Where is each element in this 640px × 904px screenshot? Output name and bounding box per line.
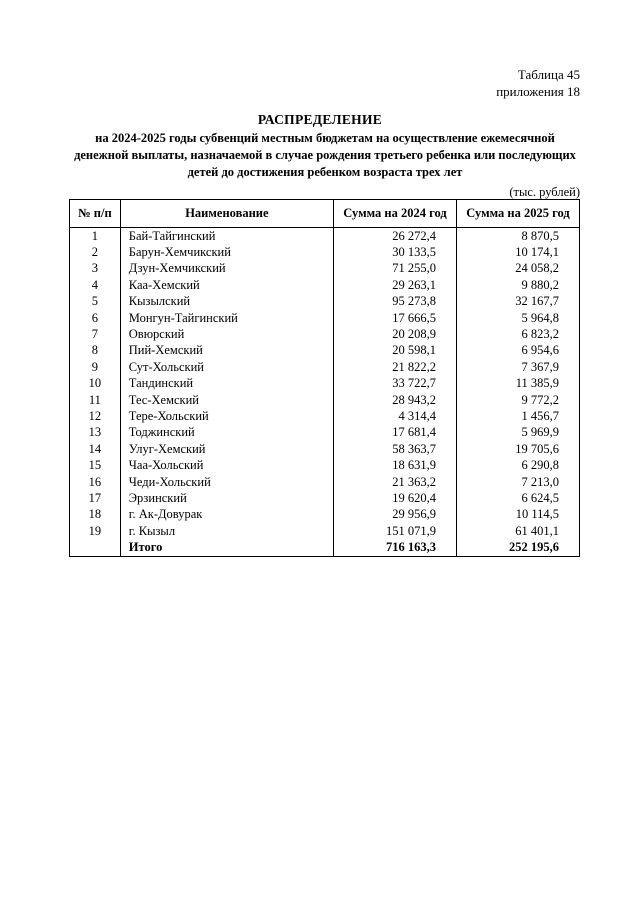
cell-sum-2024: 26 272,4: [333, 228, 456, 245]
table-row: [70, 376, 580, 392]
cell-sum-2024: 58 363,7: [333, 441, 456, 457]
cell-sum-2025: 5 964,8: [456, 310, 579, 326]
cell-number: 12: [70, 408, 121, 424]
cell-name: Бай-Тайгинский: [120, 228, 333, 245]
table-row: [70, 457, 580, 473]
cell-name: Сут-Хольский: [120, 359, 333, 375]
cell-name: Тере-Хольский: [120, 408, 333, 424]
cell-number: 3: [70, 261, 121, 277]
cell-number: 4: [70, 277, 121, 293]
table-row: [70, 523, 580, 539]
cell-sum-2025: 6 290,8: [456, 457, 579, 473]
table-row: [70, 441, 580, 457]
cell-number: 10: [70, 376, 121, 392]
table-row: [70, 261, 580, 277]
cell-sum-2025: 10 174,1: [456, 244, 579, 260]
cell-name: Чеди-Хольский: [120, 474, 333, 490]
table-row: [70, 294, 580, 310]
cell-number: 19: [70, 523, 121, 539]
cell-sum-2024: 95 273,8: [333, 294, 456, 310]
table-row: [70, 408, 580, 424]
cell-number: 17: [70, 490, 121, 506]
cell-sum-2025: 7 213,0: [456, 474, 579, 490]
cell-sum-2025: 5 969,9: [456, 425, 579, 441]
cell-sum-2024: 18 631,9: [333, 457, 456, 473]
table-row: [70, 343, 580, 359]
cell-sum-2024: 17 681,4: [333, 425, 456, 441]
cell-name: Тес-Хемский: [120, 392, 333, 408]
cell-sum-2025: 61 401,1: [456, 523, 579, 539]
cell-number: 18: [70, 507, 121, 523]
total-row: [70, 539, 580, 556]
table-row: [70, 228, 580, 245]
cell-sum-2024: 19 620,4: [333, 490, 456, 506]
cell-number: 6: [70, 310, 121, 326]
cell-name: Итого: [120, 539, 333, 556]
document-subtitle: на 2024-2025 годы субвенций местным бюджетам на осуществление ежемесячной денежной выплаты, назначаемой в случае рождения третьего ребенка или последующих детей до достижения ребенком возраста трех лет: [74, 131, 576, 179]
table-row: [70, 490, 580, 506]
cell-sum-2025: 6 823,2: [456, 326, 579, 342]
cell-sum-2024: 71 255,0: [333, 261, 456, 277]
appendix-label: приложения 18: [496, 84, 580, 99]
cell-name: Каа-Хемский: [120, 277, 333, 293]
column-header-number: № п/п: [70, 200, 121, 228]
cell-name: Монгун-Тайгинский: [120, 310, 333, 326]
cell-sum-2024: 33 722,7: [333, 376, 456, 392]
cell-sum-2024: 29 263,1: [333, 277, 456, 293]
cell-sum-2025: 24 058,2: [456, 261, 579, 277]
distribution-table: [69, 199, 580, 557]
cell-sum-2025: 6 624,5: [456, 490, 579, 506]
cell-name: Овюрский: [120, 326, 333, 342]
table-header-row: [70, 200, 580, 228]
cell-sum-2024: 20 598,1: [333, 343, 456, 359]
cell-sum-2025: 32 167,7: [456, 294, 579, 310]
table-row: [70, 244, 580, 260]
table-body: [70, 228, 580, 557]
table-row: [70, 359, 580, 375]
cell-sum-2024: 151 071,9: [333, 523, 456, 539]
cell-name: Пий-Хемский: [120, 343, 333, 359]
cell-name: Кызылский: [120, 294, 333, 310]
cell-sum-2024: 4 314,4: [333, 408, 456, 424]
cell-name: Улуг-Хемский: [120, 441, 333, 457]
cell-name: Эрзинский: [120, 490, 333, 506]
table-row: [70, 277, 580, 293]
cell-number: 5: [70, 294, 121, 310]
document-title: РАСПРЕДЕЛЕНИЕ: [257, 112, 383, 127]
table-row: [70, 425, 580, 441]
cell-number: [70, 539, 121, 556]
cell-sum-2024: 21 363,2: [333, 474, 456, 490]
appendix-reference: [496, 66, 580, 100]
cell-number: 7: [70, 326, 121, 342]
cell-number: 9: [70, 359, 121, 375]
cell-sum-2025: 1 456,7: [456, 408, 579, 424]
table-row: [70, 310, 580, 326]
cell-number: 15: [70, 457, 121, 473]
cell-sum-2025: 9 772,2: [456, 392, 579, 408]
cell-sum-2025: 10 114,5: [456, 507, 579, 523]
cell-name: Барун-Хемчикский: [120, 244, 333, 260]
cell-sum-2024: 28 943,2: [333, 392, 456, 408]
cell-sum-2024: 29 956,9: [333, 507, 456, 523]
cell-name: г. Ак-Довурак: [120, 507, 333, 523]
cell-number: 1: [70, 228, 121, 245]
cell-sum-2025: 7 367,9: [456, 359, 579, 375]
cell-sum-2024: 716 163,3: [333, 539, 456, 556]
column-header-sum-2024: Сумма на 2024 год: [333, 200, 456, 228]
cell-sum-2025: 6 954,6: [456, 343, 579, 359]
cell-number: 11: [70, 392, 121, 408]
cell-name: Дзун-Хемчикский: [120, 261, 333, 277]
table-row: [70, 507, 580, 523]
cell-sum-2024: 20 208,9: [333, 326, 456, 342]
table-row: [70, 392, 580, 408]
cell-sum-2025: 19 705,6: [456, 441, 579, 457]
table-row: [70, 326, 580, 342]
cell-number: 14: [70, 441, 121, 457]
cell-name: Чаа-Хольский: [120, 457, 333, 473]
column-header-sum-2025: Сумма на 2025 год: [456, 200, 579, 228]
cell-sum-2024: 21 822,2: [333, 359, 456, 375]
cell-number: 13: [70, 425, 121, 441]
cell-sum-2025: 11 385,9: [456, 376, 579, 392]
cell-sum-2024: 17 666,5: [333, 310, 456, 326]
cell-number: 8: [70, 343, 121, 359]
cell-sum-2025: 9 880,2: [456, 277, 579, 293]
cell-number: 2: [70, 244, 121, 260]
cell-number: 16: [70, 474, 121, 490]
cell-sum-2024: 30 133,5: [333, 244, 456, 260]
cell-name: Тандинский: [120, 376, 333, 392]
units-label: (тыс. рублей): [509, 185, 580, 199]
cell-sum-2025: 8 870,5: [456, 228, 579, 245]
cell-name: г. Кызыл: [120, 523, 333, 539]
cell-sum-2025: 252 195,6: [456, 539, 579, 556]
table-row: [70, 474, 580, 490]
column-header-name: Наименование: [120, 200, 333, 228]
cell-name: Тоджинский: [120, 425, 333, 441]
table-label: Таблица 45: [517, 67, 580, 82]
